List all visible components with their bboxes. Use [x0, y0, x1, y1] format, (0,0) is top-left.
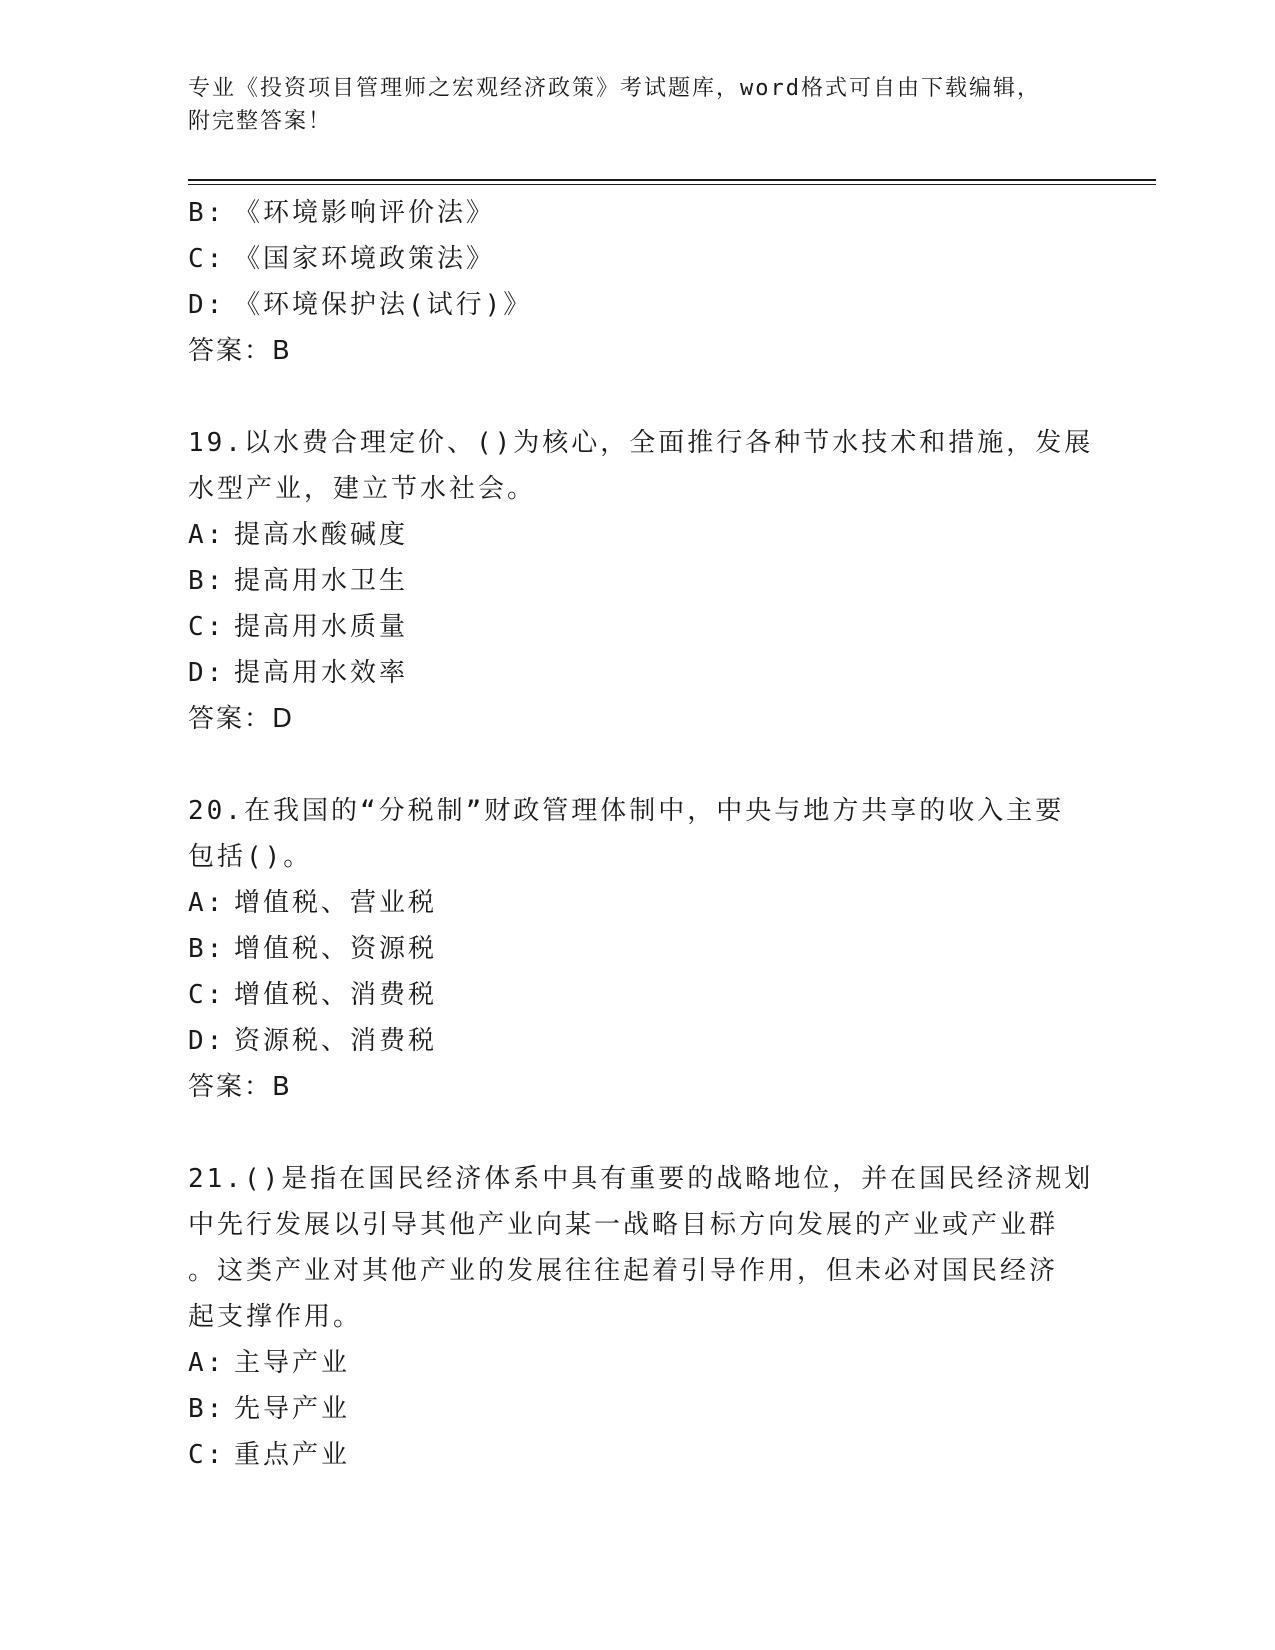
option-b: B: 增值税、资源税 — [188, 934, 438, 964]
option-a: A: 主导产业 — [188, 1348, 351, 1378]
spacer — [188, 1110, 1068, 1156]
question-18 — [188, 190, 1068, 374]
answer-line: 答案：B — [188, 1072, 292, 1102]
option-c: C: 《国家环境政策法》 — [188, 244, 496, 274]
question-stem-line: 21.()是指在国民经济体系中具有重要的战略地位，并在国民经济规划 — [188, 1164, 1094, 1194]
question-stem-line: 水型产业，建立节水社会。 — [188, 474, 537, 504]
question-stem-line: 包括()。 — [188, 842, 313, 872]
option-d: D: 资源税、消费税 — [188, 1026, 438, 1056]
question-stem-line: 起支撑作用。 — [188, 1302, 363, 1332]
question-stem-line: 20.在我国的“分税制”财政管理体制中，中央与地方共享的收入主要 — [188, 796, 1065, 826]
question-stem-line: 19.以水费合理定价、()为核心，全面推行各种节水技术和措施，发展 — [188, 428, 1094, 458]
option-b: B: 提高用水卫生 — [188, 566, 409, 596]
spacer — [188, 742, 1068, 788]
answer-line: 答案：B — [188, 336, 292, 366]
header-divider-thin — [188, 184, 1156, 185]
document-header — [188, 72, 1068, 138]
option-b: B: 先导产业 — [188, 1394, 351, 1424]
question-stem-line: 。这类产业对其他产业的发展往往起着引导作用，但未必对国民经济 — [188, 1256, 1059, 1286]
option-a: A: 增值税、营业税 — [188, 888, 438, 918]
header-line-2: 附完整答案！ — [188, 109, 333, 134]
question-21 — [188, 1156, 1094, 1478]
header-line-1: 专业《投资项目管理师之宏观经济政策》考试题库，word格式可自由下载编辑， — [188, 76, 1041, 101]
question-list — [188, 190, 1094, 1478]
question-stem-line: 中先行发展以引导其他产业向某一战略目标方向发展的产业或产业群 — [188, 1210, 1059, 1240]
option-c: C: 提高用水质量 — [188, 612, 409, 642]
question-20 — [188, 788, 1068, 1110]
option-d: D: 提高用水效率 — [188, 658, 409, 688]
option-c: C: 重点产业 — [188, 1440, 351, 1470]
spacer — [188, 374, 1068, 420]
option-a: A: 提高水酸碱度 — [188, 520, 409, 550]
answer-line: 答案：D — [188, 704, 295, 734]
option-d: D: 《环境保护法(试行)》 — [188, 290, 533, 320]
header-divider-thick — [188, 179, 1156, 181]
option-c: C: 增值税、消费税 — [188, 980, 438, 1010]
option-b: B: 《环境影响评价法》 — [188, 198, 496, 228]
question-19 — [188, 420, 1094, 742]
